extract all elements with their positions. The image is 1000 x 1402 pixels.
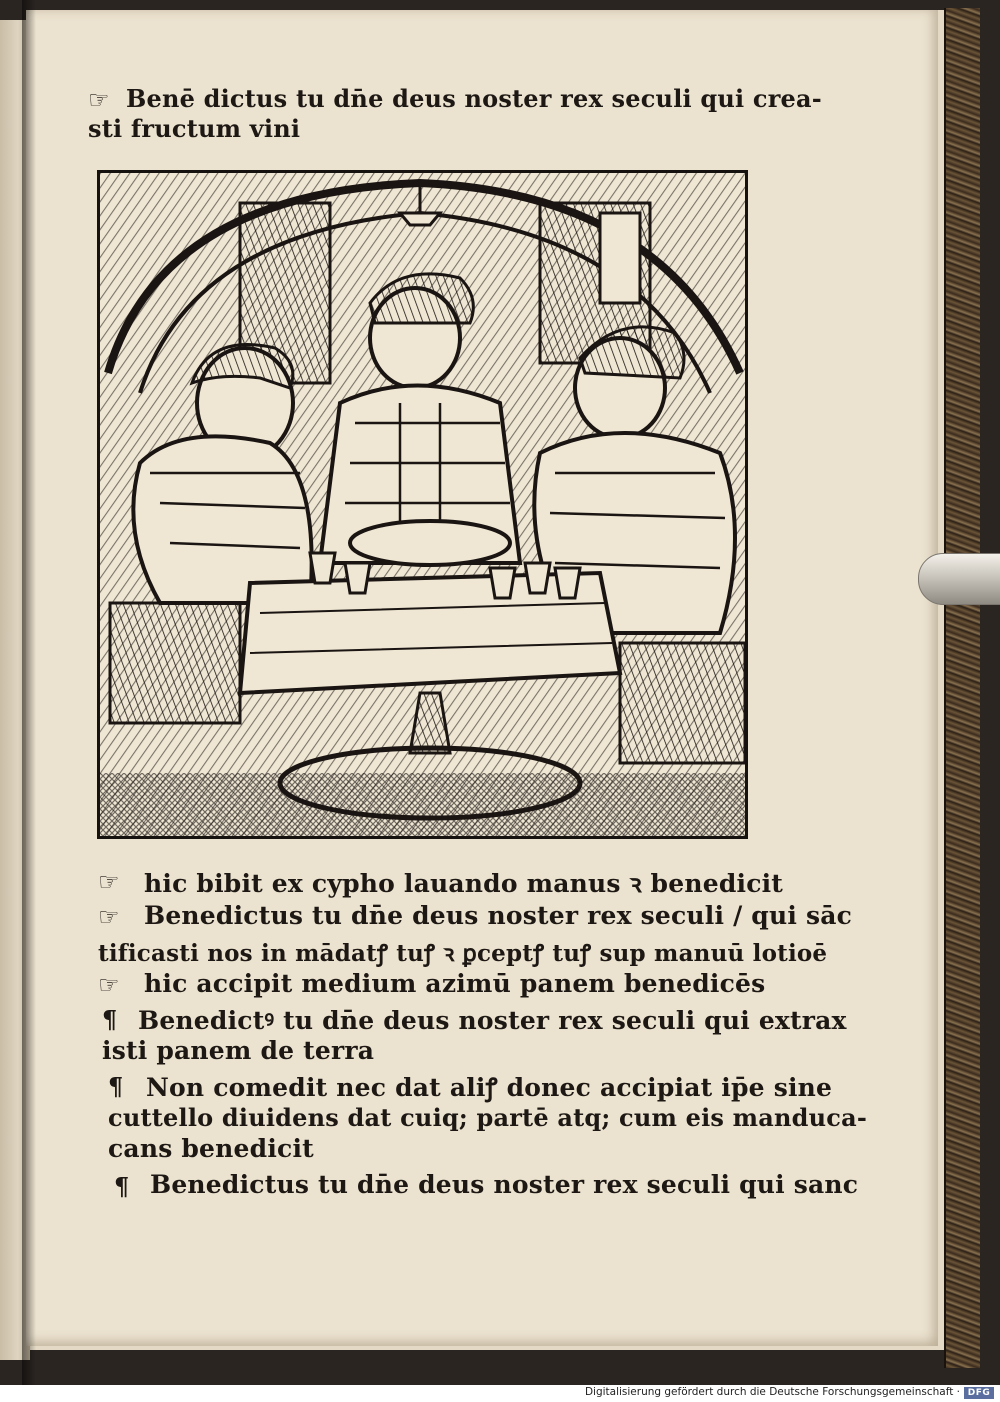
header-line-2: sti fructum vini [88,114,301,143]
page-marker-tab [918,553,1000,605]
body-line-6: isti panem de terra [102,1036,375,1065]
footer-bar [0,1385,1000,1402]
funding-credit: Digitalisierung gefördert durch die Deutsche Forschungsgemeinschaft · [584,1386,960,1398]
body-line-5: Benedictꝰ tu dn̄e deus noster rex seculi qui extrax [138,1006,847,1035]
woodcut-illustration [97,170,748,839]
pointing-hand-icon: ☞ [98,868,120,896]
spine-shadow [22,0,36,1385]
pointing-hand-icon: ☞ [98,903,120,931]
pilcrow-mark: ¶ [114,1172,130,1201]
header-line-1: Benē dictus tu dn̄e deus noster rex seculi qui crea- [126,84,822,113]
book-page [26,10,938,1346]
pilcrow-mark: ¶ [108,1072,124,1101]
pointing-hand-icon: ☞ [88,86,110,114]
body-line-7: Non comedit nec dat aliꝭ donec accipiat ip̄e sine [146,1073,833,1102]
body-line-4: hic accipit medium azimū panem benedicēs [144,969,766,998]
body-line-2: Benedictus tu dn̄e deus noster rex seculi / qui sāc [144,901,853,930]
woodcut-illustration-icon [100,173,745,836]
body-line-8: cuttello diuidens dat cuiq; partē atq; cum eis manduca- [108,1103,868,1132]
book-binding [944,8,980,1368]
pointing-hand-icon: ☞ [98,971,120,999]
dfg-logo: DFG [964,1387,994,1399]
body-line-1: hic bibit ex cypho lauando manus ꝛ benedicit [144,869,784,898]
body-line-3: tificasti nos in mādatꝭ tuꝭ ꝛ ꝑceptꝭ tuꝭ sup manuū lotioē [98,940,828,967]
body-line-9: cans benedicit [108,1134,314,1163]
body-line-10: Benedictus tu dn̄e deus noster rex seculi qui sanc [150,1170,859,1199]
pilcrow-mark: ¶ [102,1005,118,1034]
